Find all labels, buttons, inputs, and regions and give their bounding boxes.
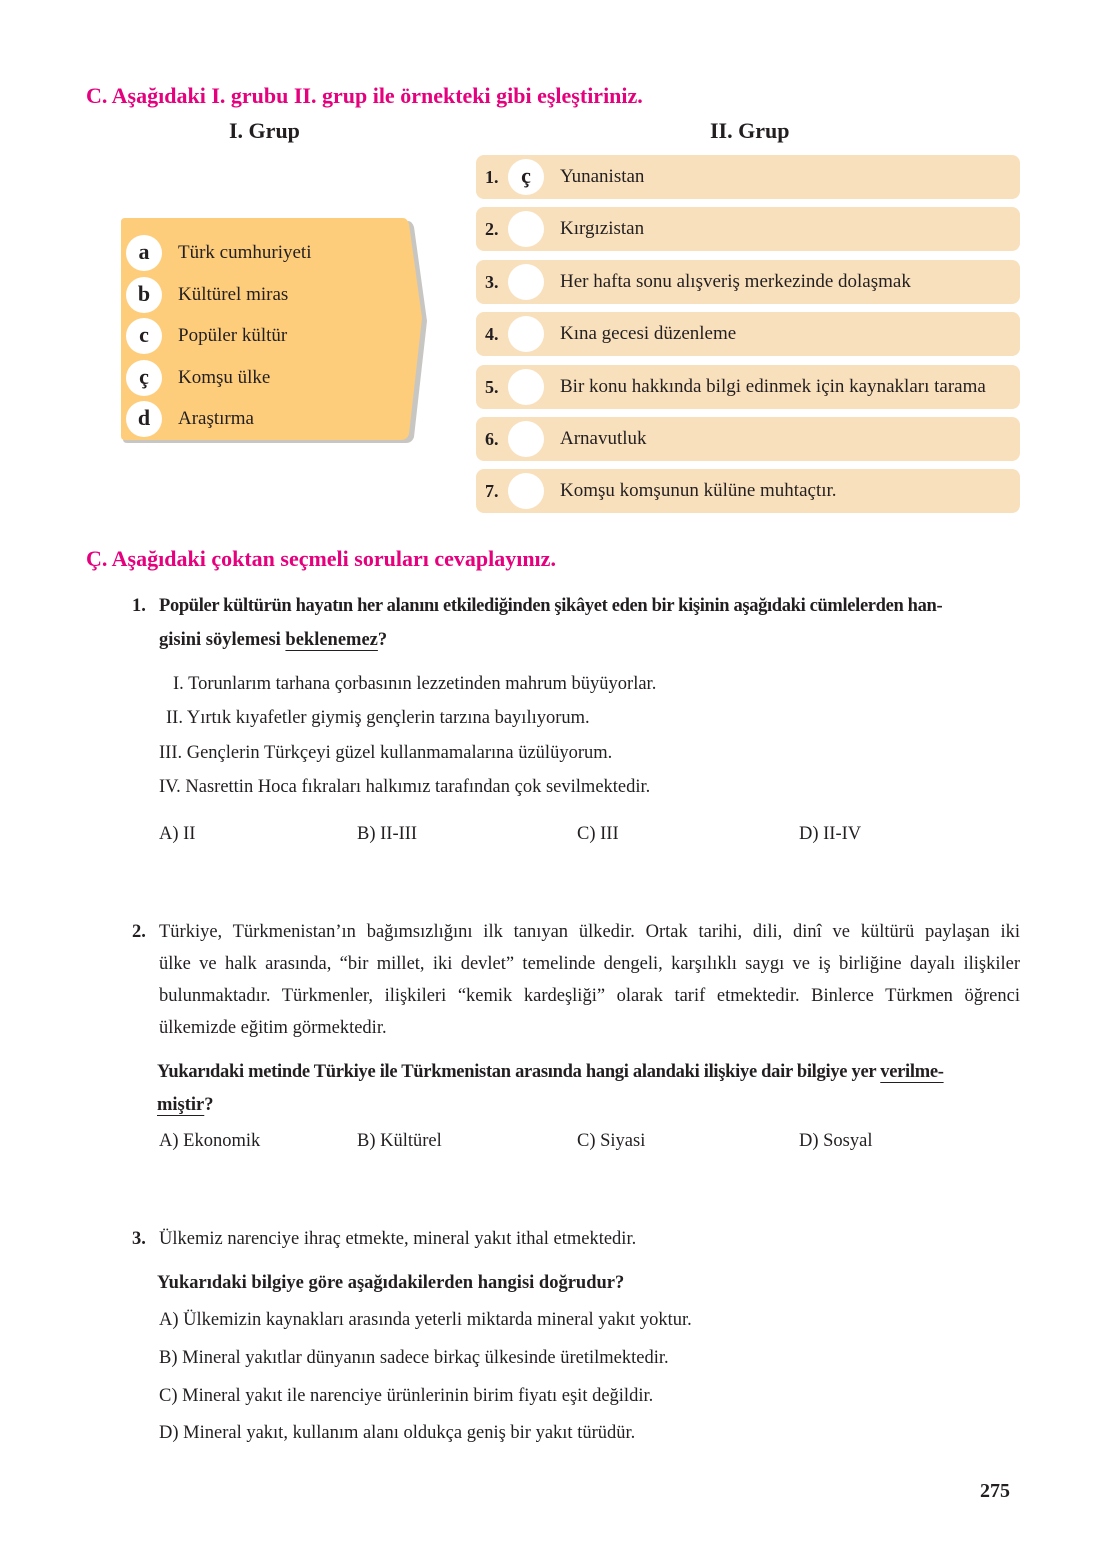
group2-item bbox=[476, 260, 1020, 304]
item-text: Komşu ülke bbox=[178, 367, 271, 388]
q2-text-line: Türkiye, Türkmenistan’ın bağımsızlığını ilk tanıyan ülkedir. Ortak tarihi, dili, dinî ve kültürü paylaşan iki bbox=[159, 922, 1020, 942]
item-text: Kırgızistan bbox=[560, 218, 645, 239]
group2-item bbox=[476, 155, 1020, 199]
item-number: 6. bbox=[485, 429, 499, 449]
letter-badge: ç bbox=[126, 360, 162, 396]
item-number: 5. bbox=[485, 377, 499, 397]
q3-number: 3. bbox=[132, 1229, 146, 1249]
q1-statement: I. Torunlarım tarhana çorbasının lezzetinden mahrum büyüyorlar. bbox=[173, 674, 657, 694]
item-text: Kına gecesi düzenleme bbox=[560, 323, 737, 344]
q1-stem-line2 bbox=[159, 628, 387, 652]
q1-statement: II. Yırtık kıyafetler giymiş gençlerin tarzına bayılıyorum. bbox=[166, 708, 590, 728]
q1-number: 1. bbox=[132, 596, 146, 616]
q2-qmark: ? bbox=[204, 1095, 214, 1115]
item-number: 3. bbox=[485, 272, 499, 292]
q1-option-c[interactable]: C) III bbox=[577, 824, 619, 844]
q2-text-line: ülkemizde eğitim görmektedir. bbox=[159, 1018, 387, 1038]
answer-field[interactable] bbox=[508, 264, 544, 300]
section-cc-title: Ç. Aşağıdaki çoktan seçmeli soruları cevaplayınız. bbox=[86, 546, 556, 571]
q1-emphasis: beklenemez bbox=[285, 630, 378, 650]
group2-item bbox=[476, 469, 1020, 513]
answer-field[interactable] bbox=[508, 421, 544, 457]
answer-field[interactable] bbox=[508, 316, 544, 352]
q1-stem-line1: Popüler kültürün hayatın her alanını etkilediğinden şikâyet eden bir kişinin aşağıdaki cümlelerden han- bbox=[159, 596, 943, 616]
q1-statement: III. Gençlerin Türkçeyi güzel kullanmamalarına üzülüyorum. bbox=[159, 743, 613, 763]
q2-emphasis: verilme- bbox=[880, 1062, 944, 1082]
q1-statement: IV. Nasrettin Hoca fıkraları halkımız tarafından çok sevilmektedir. bbox=[159, 777, 651, 797]
answer-field[interactable]: ç bbox=[508, 159, 544, 195]
group1-title: I. Grup bbox=[229, 118, 300, 143]
letter-badge: b bbox=[126, 277, 162, 313]
item-number: 7. bbox=[485, 481, 499, 501]
item-number: 2. bbox=[485, 219, 499, 239]
q1-option-b[interactable]: B) II-III bbox=[357, 824, 418, 844]
item-text: Bir konu hakkında bilgi edinmek için kaynakları tarama bbox=[560, 376, 986, 397]
q3-option-b[interactable]: B) Mineral yakıtlar dünyanın sadece birkaç ülkesinde üretilmektedir. bbox=[159, 1348, 669, 1368]
answer-field[interactable] bbox=[508, 211, 544, 247]
q2-option-c[interactable]: C) Siyasi bbox=[577, 1131, 646, 1151]
q2-question-text: Yukarıdaki metinde Türkiye ile Türkmenistan arasında hangi alandaki ilişkiye dair bilgiye yer bbox=[157, 1062, 881, 1082]
q2-option-b[interactable]: B) Kültürel bbox=[357, 1131, 442, 1151]
letter-badge: a bbox=[126, 235, 162, 271]
q3-option-d[interactable]: D) Mineral yakıt, kullanım alanı oldukça geniş bir yakıt türüdür. bbox=[159, 1423, 636, 1443]
page-number: 275 bbox=[980, 1480, 1010, 1502]
item-text: Kültürel miras bbox=[178, 284, 289, 305]
item-text: Popüler kültür bbox=[178, 325, 288, 346]
q1-option-d[interactable]: D) II-IV bbox=[799, 824, 862, 844]
item-text: Araştırma bbox=[178, 408, 254, 429]
item-text: Yunanistan bbox=[560, 166, 645, 187]
group2-item bbox=[476, 207, 1020, 251]
item-number: 4. bbox=[485, 324, 499, 344]
q3-text: Ülkemiz narenciye ihraç etmekte, mineral yakıt ithal etmektedir. bbox=[159, 1229, 637, 1249]
item-number: 1. bbox=[485, 167, 499, 187]
q1-stem-text: gisini söylemesi bbox=[159, 630, 286, 650]
group2-title: II. Grup bbox=[710, 118, 790, 143]
q2-emphasis: miştir bbox=[157, 1095, 205, 1115]
letter-badge: d bbox=[126, 401, 162, 437]
q2-question-line1 bbox=[157, 1060, 944, 1084]
item-text: Türk cumhuriyeti bbox=[178, 242, 312, 263]
answer-field[interactable] bbox=[508, 369, 544, 405]
letter-badge: c bbox=[126, 318, 162, 354]
q3-question: Yukarıdaki bilgiye göre aşağıdakilerden hangisi doğrudur? bbox=[157, 1273, 625, 1293]
item-text: Komşu komşunun külüne muhtaçtır. bbox=[560, 480, 837, 501]
q2-text-line: bulunmaktadır. Türkmenler, ilişkileri “kemik kardeşliği” olarak tarif etmektedir. Binlerce Türkmen öğrenci bbox=[159, 986, 1020, 1006]
q3-option-c[interactable]: C) Mineral yakıt ile narenciye ürünlerinin birim fiyatı eşit değildir. bbox=[159, 1386, 654, 1406]
answer-field[interactable] bbox=[508, 473, 544, 509]
q1-qmark: ? bbox=[377, 630, 388, 650]
item-text: Arnavutluk bbox=[560, 428, 647, 449]
q2-option-a[interactable]: A) Ekonomik bbox=[159, 1131, 261, 1151]
q2-question-line2 bbox=[157, 1093, 214, 1117]
group2-item bbox=[476, 365, 1020, 409]
q1-option-a[interactable]: A) II bbox=[159, 824, 196, 844]
q2-number: 2. bbox=[132, 922, 146, 942]
item-text: Her hafta sonu alışveriş merkezinde dolaşmak bbox=[560, 271, 911, 292]
group2-item bbox=[476, 417, 1020, 461]
q2-option-d[interactable]: D) Sosyal bbox=[799, 1131, 873, 1151]
section-c-title: C. Aşağıdaki I. grubu II. grup ile örnekteki gibi eşleştiriniz. bbox=[86, 83, 643, 108]
group2-item bbox=[476, 312, 1020, 356]
q2-text-line: ülke ve halk arasında, “bir millet, iki devlet” temelinde dengeli, karşılıklı saygı ve iş birliğine dayalı ilişkiler bbox=[159, 954, 1020, 974]
q3-option-a[interactable]: A) Ülkemizin kaynakları arasında yeterli miktarda mineral yakıt yoktur. bbox=[159, 1310, 692, 1330]
